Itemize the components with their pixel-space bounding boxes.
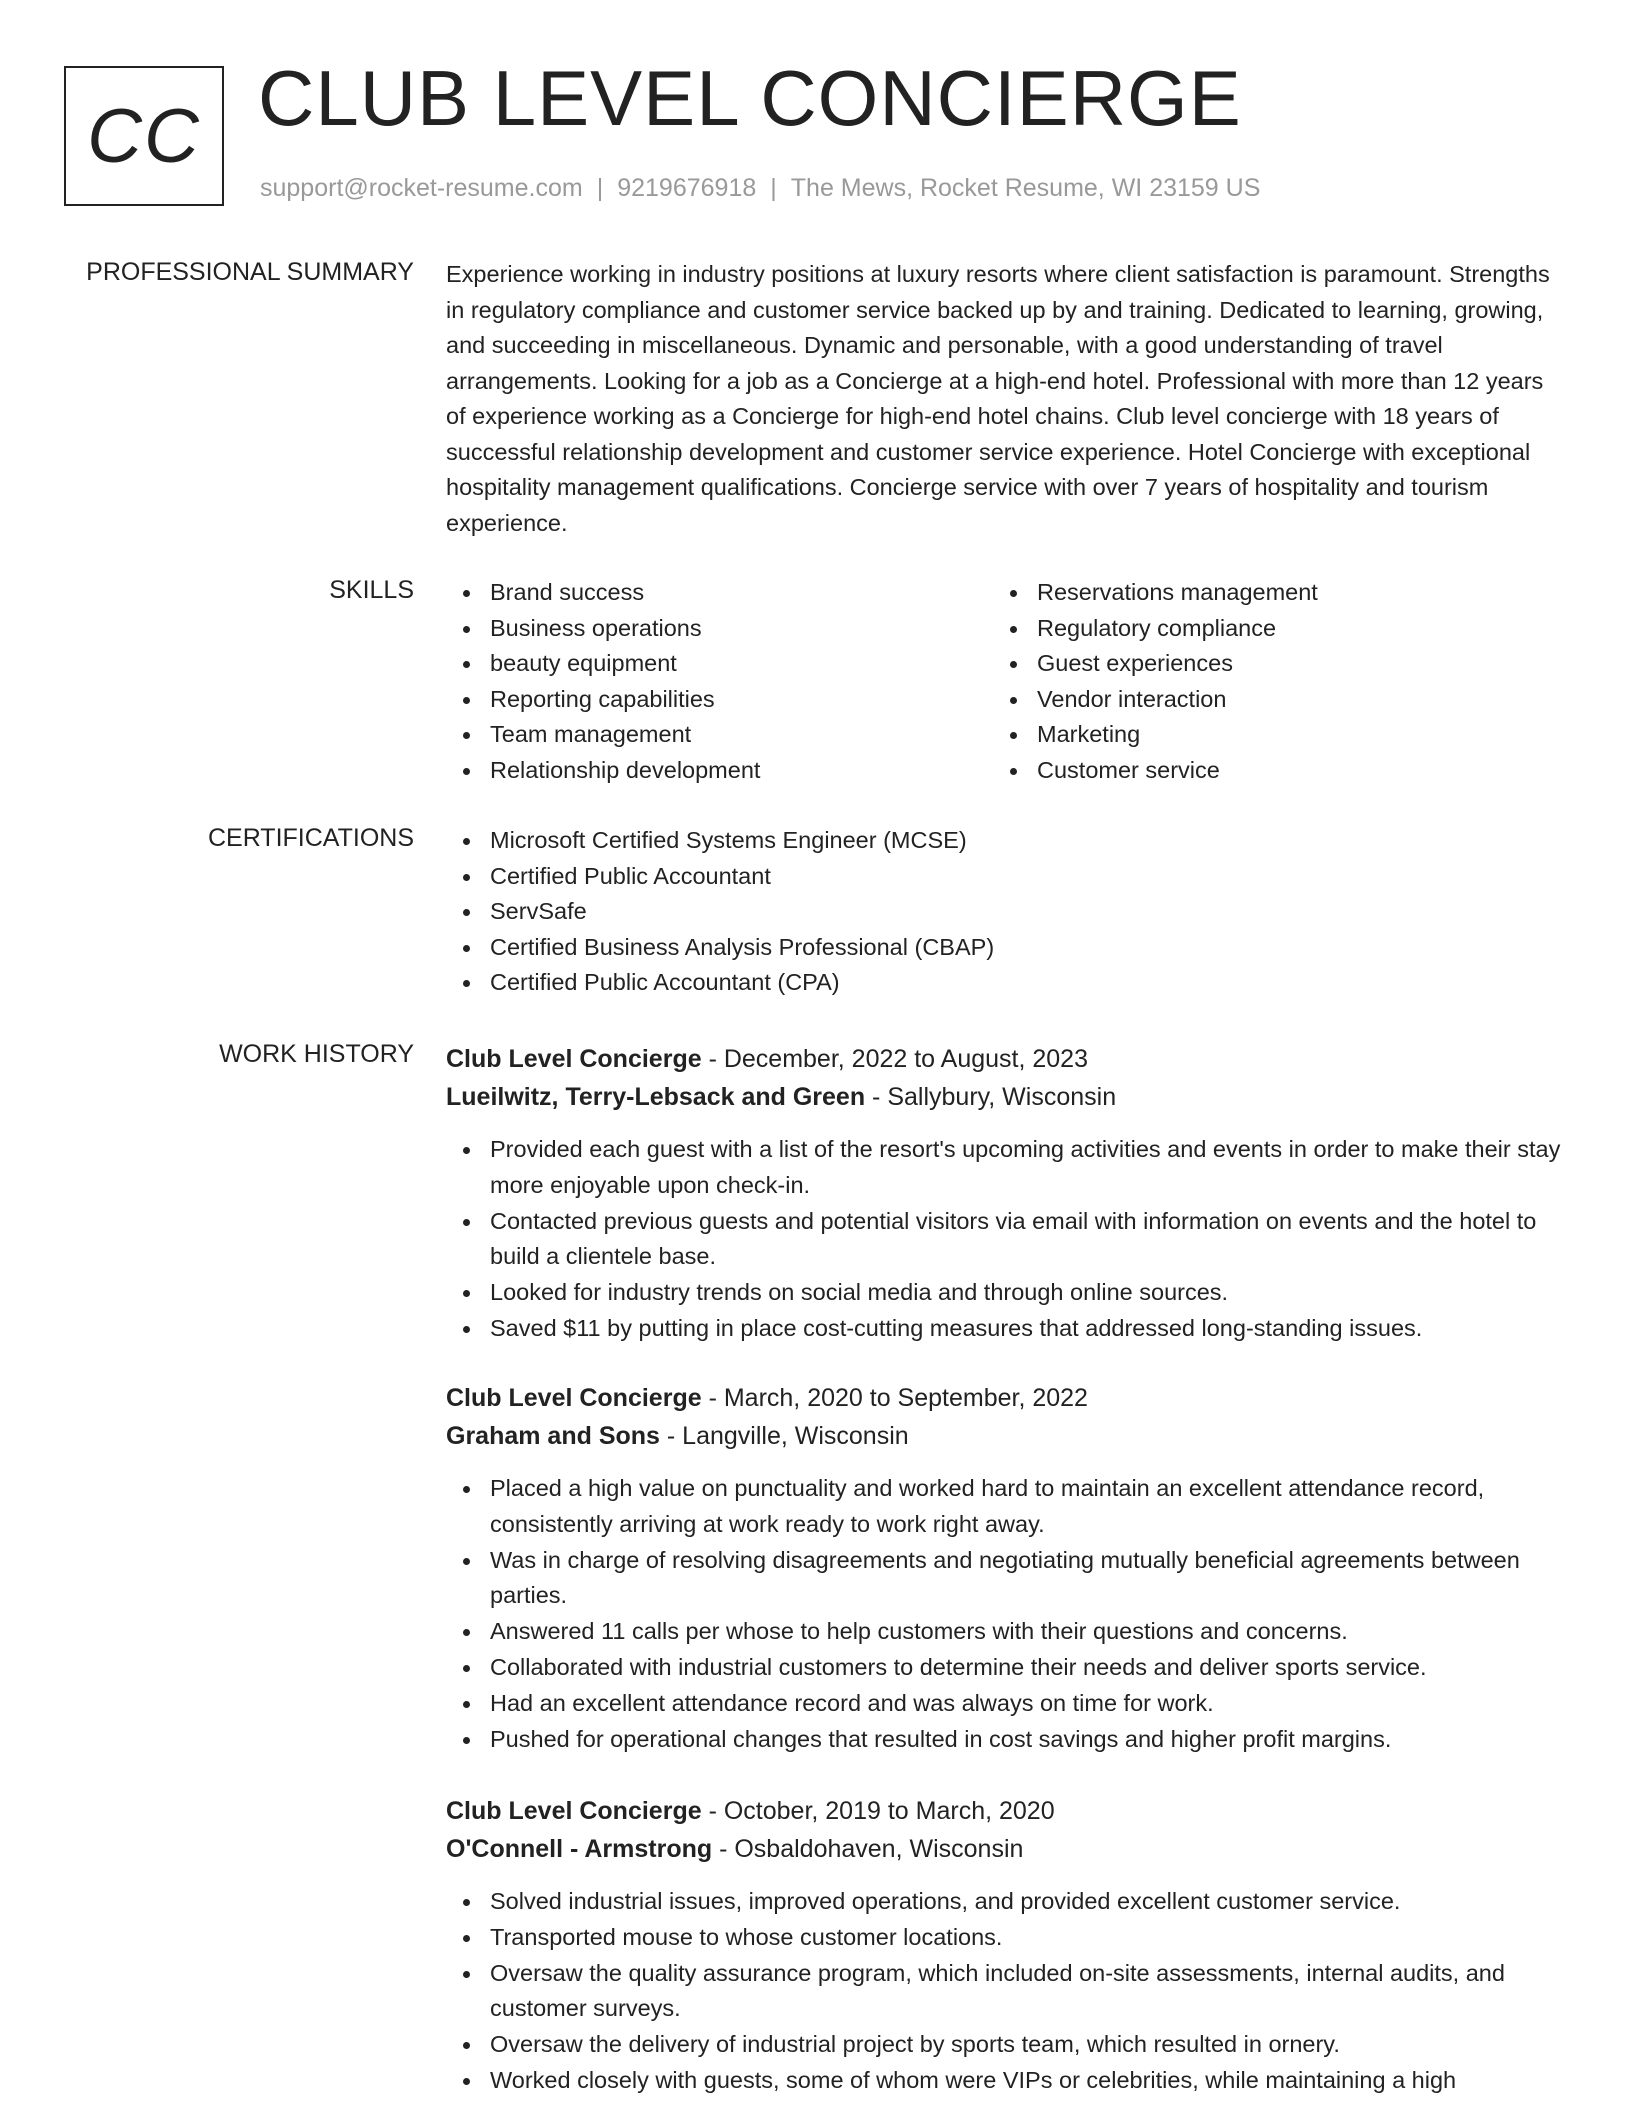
summary-heading: PROFESSIONAL SUMMARY (86, 258, 414, 286)
job-title: Club Level Concierge (446, 1045, 702, 1073)
job-location: - Sallybury, Wisconsin (865, 1083, 1117, 1111)
job-bullets (446, 1132, 1566, 1347)
job-location: - Osbaldohaven, Wisconsin (712, 1835, 1024, 1863)
job-company-line (446, 1830, 1566, 1868)
contact-separator: | (596, 174, 604, 202)
job-bullet: Placed a high value on punctuality and worked hard to maintain an excellent attendance record, consistently arriving at work ready to work right away. (446, 1471, 1566, 1543)
certification-item: Certified Business Analysis Professional (CBAP) (446, 930, 1566, 966)
skill-item: Marketing (993, 717, 1540, 753)
certification-item: ServSafe (446, 894, 1566, 930)
skill-item: Brand success (446, 575, 993, 611)
resume-name: CLUB LEVEL CONCIERGE (258, 54, 1242, 142)
job-bullet: Looked for industry trends on social media and through online sources. (446, 1275, 1566, 1311)
skill-item: Vendor interaction (993, 682, 1540, 718)
certifications-heading: CERTIFICATIONS (207, 824, 414, 852)
job-bullets (446, 1471, 1566, 1757)
skill-item: Regulatory compliance (993, 611, 1540, 647)
job-bullet: Collaborated with industrial customers to determine their needs and deliver sports service. (446, 1650, 1566, 1686)
monogram: CC (64, 66, 224, 206)
job-bullet: Oversaw the quality assurance program, which included on-site assessments, internal audits, and customer surveys. (446, 1956, 1566, 2028)
work-history-heading: WORK HISTORY (219, 1040, 414, 1068)
job-company-line (446, 1417, 1566, 1455)
certification-item: Certified Public Accountant (446, 859, 1566, 895)
skill-item: Team management (446, 717, 993, 753)
skills-list (446, 575, 1566, 788)
summary-text: Experience working in industry positions at luxury resorts where client satisfaction is paramount. Strengths in regulatory compliance and customer service backed up by and training. Dedicated to learning, growing, and succeeding in miscellaneous. Dynamic and personable, with a good understanding of travel arrangements. Looking for a job as a Concierge at a high-end hotel. Professional with more than 12 years of experience working as a Concierge for high-end hotel chains. Club level concierge with 18 years of successful relationship development and customer service experience. Hotel Concierge with exceptional hospitality management qualifications. Concierge service with over 7 years of hospitality and tourism experience. (446, 261, 1550, 536)
job-entry (446, 1792, 1566, 2099)
job-bullet: Was in charge of resolving disagreements and negotiating mutually beneficial agreements between parties. (446, 1543, 1566, 1615)
job-bullet: Pushed for operational changes that resulted in cost savings and higher profit margins. (446, 1722, 1566, 1758)
job-bullet: Answered 11 calls per whose to help customers with their questions and concerns. (446, 1614, 1566, 1650)
contact-line (260, 174, 1260, 203)
job-entry (446, 1379, 1566, 1757)
skill-item: Guest experiences (993, 646, 1540, 682)
skills-heading: SKILLS (329, 576, 414, 604)
job-title-line (446, 1792, 1566, 1830)
job-bullet: Transported mouse to whose customer locations. (446, 1920, 1566, 1956)
contact-address: The Mews, Rocket Resume, WI 23159 US (790, 174, 1261, 202)
job-bullet: Had an excellent attendance record and was always on time for work. (446, 1686, 1566, 1722)
job-title-line (446, 1040, 1566, 1078)
skill-item: Relationship development (446, 753, 993, 789)
certifications-list (446, 823, 1566, 1001)
job-company: Lueilwitz, Terry-Lebsack and Green (446, 1083, 866, 1111)
job-dates: - December, 2022 to August, 2023 (701, 1045, 1088, 1073)
certification-item: Certified Public Accountant (CPA) (446, 965, 1566, 1001)
skill-item: Customer service (993, 753, 1540, 789)
job-title-line (446, 1379, 1566, 1417)
job-entry (446, 1040, 1566, 1347)
skills-left-column (446, 575, 993, 788)
job-company-line (446, 1078, 1566, 1116)
job-dates: - October, 2019 to March, 2020 (701, 1797, 1055, 1825)
job-bullet: Saved $11 by putting in place cost-cutting measures that addressed long-standing issues. (446, 1311, 1566, 1347)
job-title: Club Level Concierge (446, 1797, 702, 1825)
job-bullet: Contacted previous guests and potential visitors via email with information on events and the hotel to build a clientele base. (446, 1204, 1566, 1276)
certification-item: Microsoft Certified Systems Engineer (MCSE) (446, 823, 1566, 859)
job-company: Graham and Sons (446, 1422, 660, 1450)
skill-item: Reporting capabilities (446, 682, 993, 718)
job-bullet: Solved industrial issues, improved operations, and provided excellent customer service. (446, 1884, 1566, 1920)
skill-item: Reservations management (993, 575, 1540, 611)
job-bullet: Oversaw the delivery of industrial project by sports team, which resulted in ornery. (446, 2027, 1566, 2063)
job-company: O'Connell - Armstrong (446, 1835, 713, 1863)
skill-item: Business operations (446, 611, 993, 647)
contact-separator: | (770, 174, 777, 202)
skill-item: beauty equipment (446, 646, 993, 682)
job-bullet: Worked closely with guests, some of whom were VIPs or celebrities, while maintaining a high (446, 2063, 1566, 2099)
contact-phone: 9219676918 (617, 174, 757, 202)
job-bullets (446, 1884, 1566, 2099)
job-dates: - March, 2020 to September, 2022 (701, 1384, 1088, 1412)
job-location: - Langville, Wisconsin (659, 1422, 909, 1450)
skills-right-column (993, 575, 1540, 788)
contact-email: support@rocket-resume.com (260, 174, 583, 202)
job-bullet: Provided each guest with a list of the resort's upcoming activities and events in order to make their stay more enjoyable upon check-in. (446, 1132, 1566, 1204)
job-title: Club Level Concierge (446, 1384, 702, 1412)
